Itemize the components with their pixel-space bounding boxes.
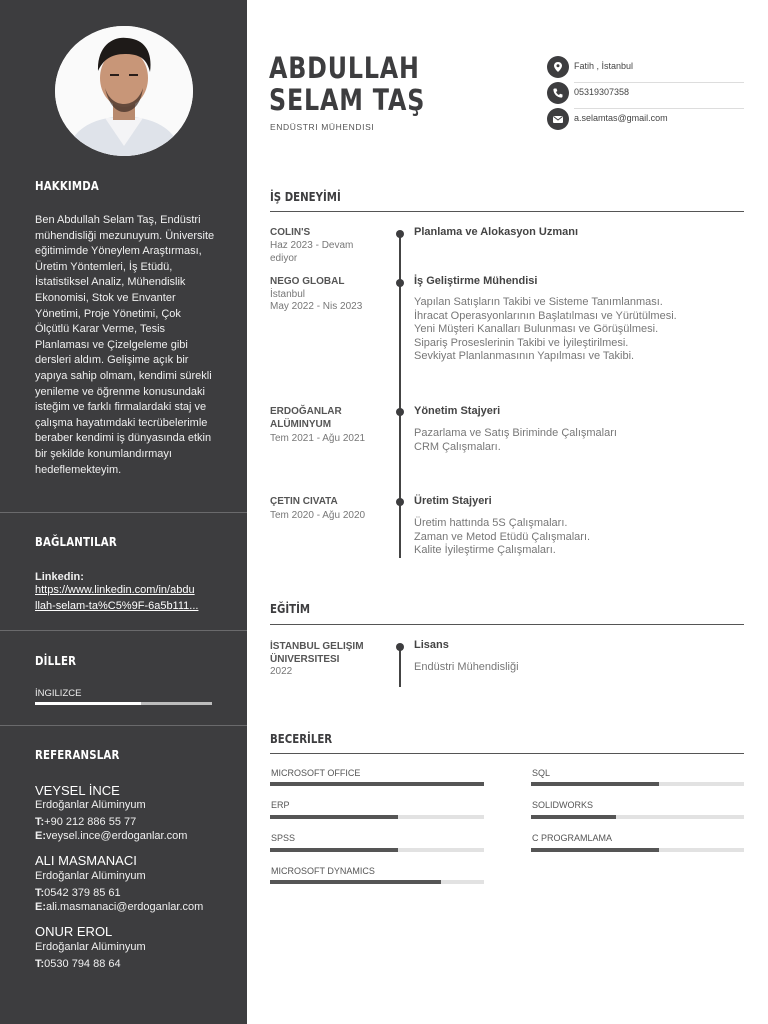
reference-phone: T:0542 379 85 61 <box>35 887 121 899</box>
contact-email[interactable] <box>547 108 744 130</box>
job-company: ÇETIN CIVATA <box>270 496 338 507</box>
skill-bar <box>270 782 484 786</box>
skill-bar <box>270 848 484 852</box>
skills-heading: BECERİLER <box>270 732 333 746</box>
reference-name: ONUR EROL <box>35 924 113 939</box>
linkedin-url-line2: llah-selam-ta%C5%9F-6a5b111... <box>35 599 199 612</box>
job-company: COLIN'S <box>270 227 311 238</box>
linkedin-link[interactable] <box>35 583 215 614</box>
links-heading: BAĞLANTILAR <box>35 535 117 549</box>
job-description-line: Yapılan Satışların Takibi ve Sisteme Tanımlanması. <box>414 296 663 308</box>
skill-name: C PROGRAMLAMA <box>532 833 613 843</box>
skill-bar-fill <box>531 815 616 819</box>
phone-text: 05319307358 <box>574 87 630 97</box>
job-description-line: İhracat Operasyonlarının Başlatılması ve Yürütülmesi. <box>414 309 677 322</box>
field-of-study: Endüstri Mühendisliği <box>414 661 519 673</box>
full-name: ABDULLAH SELAM TAŞ <box>269 51 426 117</box>
job-description-line: Yeni Müşteri Kanalları Bulunması ve Görüşülmesi. <box>414 323 659 336</box>
graduation-year: 2022 <box>270 666 293 677</box>
skill-bar-fill <box>531 848 659 852</box>
timeline-dot <box>396 643 404 651</box>
linkedin-label: Linkedin: <box>35 571 84 583</box>
job-description-line: Üretim hattında 5S Çalışmaları. <box>414 517 568 529</box>
skill-name: ERP <box>271 800 290 810</box>
reference-company: Erdoğanlar Alüminyum <box>35 941 146 953</box>
skill-bar <box>531 848 744 852</box>
job-description-line: CRM Çalışmaları. <box>414 440 501 453</box>
job-date: Tem 2021 - Ağu 2021 <box>270 433 366 444</box>
timeline-dot <box>396 230 404 238</box>
about-text: Ben Abdullah Selam Taş, Endüstri mühendisliği mezunuyum. Üniversite eğitimimde Yöneylem Araştırması, Üretim Yöntemleri, İş Etüdü, İstatistiksel Analiz, Mühendislik Ekonomisi, Stok ve Envanter Yönetimi, Proje Yönetimi, Çok Ölçütlü Karar Verme, Tesis Planlaması ve Çizelgeleme gibi dersleri aldım. Gelişime açık bir yapıya sahip olmam, kendimi sürekli yenileme ve öğrenme konusundaki isteğim ve farklı firmalardaki staj ve çalışma hayatımdaki tecrübelerimle beraber kendimi iş dünyasında etkin bir şekilde konumlandırmayı hedeflemekteyim. <box>35 214 215 476</box>
divider <box>0 630 247 631</box>
degree: Lisans <box>414 639 449 651</box>
education-heading: EĞİTİM <box>270 602 311 616</box>
divider <box>0 725 247 726</box>
job-description <box>414 517 744 558</box>
job-location: İstanbul <box>270 289 306 300</box>
divider <box>270 624 744 625</box>
job-date: May 2022 - Nis 2023 <box>270 301 363 312</box>
location-pin-icon <box>547 56 569 78</box>
profile-photo <box>55 26 193 156</box>
job-title: Üretim Stajyeri <box>414 495 492 507</box>
reference-name: VEYSEL İNCE <box>35 783 120 798</box>
timeline-dot <box>396 498 404 506</box>
job-description-line: Kalite İyileştirme Çalışmaları. <box>414 544 556 557</box>
timeline-dot <box>396 408 404 416</box>
skill-bar <box>270 880 484 884</box>
about-heading: HAKKIMDA <box>35 179 99 193</box>
language-name: İNGILIZCE <box>35 688 82 699</box>
job-title: Planlama ve Alokasyon Uzmanı <box>414 226 579 238</box>
timeline-line <box>399 645 401 687</box>
language-level-bar <box>35 702 212 705</box>
contact-location <box>547 56 744 78</box>
contact-phone[interactable] <box>547 82 744 104</box>
job-description-line: Sipariş Proseslerinin Takibi ve İyileştirilmesi. <box>414 336 629 349</box>
reference-company: Erdoğanlar Alüminyum <box>35 870 146 882</box>
job-date: ediyor <box>270 253 298 264</box>
divider <box>0 512 247 513</box>
skill-bar-fill <box>270 880 441 884</box>
timeline-dot <box>396 279 404 287</box>
job-description-line: Pazarlama ve Satış Biriminde Çalışmaları <box>414 427 617 439</box>
job-title: Yönetim Stajyeri <box>414 405 501 417</box>
email-text: a.selamtas@gmail.com <box>574 113 668 123</box>
job-description-line: Sevkiyat Planlanmasının Yapılması ve Takibi. <box>414 350 635 363</box>
reference-email[interactable]: E:ali.masmanaci@erdoganlar.com <box>35 901 204 913</box>
job-title-header: ENDÜSTRI MÜHENDISI <box>270 122 375 132</box>
divider <box>270 753 744 754</box>
skill-bar-fill <box>531 782 659 786</box>
job-date: Haz 2023 - Devam <box>270 240 354 251</box>
linkedin-url-line1: https://www.linkedin.com/in/abdu <box>35 584 195 596</box>
mail-icon <box>547 108 569 130</box>
job-description <box>414 427 744 454</box>
skill-bar-fill <box>270 848 398 852</box>
reference-name: ALI MASMANACI <box>35 853 137 868</box>
job-company: NEGO GLOBAL <box>270 276 345 287</box>
language-level-fill <box>35 702 141 705</box>
skill-bar <box>531 782 744 786</box>
reference-phone: T:0530 794 88 64 <box>35 958 121 970</box>
divider <box>270 211 744 212</box>
job-company: ERDOĞANLAR ALÜMINYUM <box>270 406 342 430</box>
skill-bar <box>270 815 484 819</box>
reference-phone: T:+90 212 886 55 77 <box>35 816 137 828</box>
phone-icon <box>547 82 569 104</box>
skill-name: MICROSOFT OFFICE <box>271 768 361 778</box>
languages-heading: DİLLER <box>35 654 77 668</box>
experience-heading: İŞ DENEYİMİ <box>270 190 341 204</box>
school-name: İSTANBUL GELIŞIM ÜNIVERSITESI <box>270 641 364 665</box>
skill-name: SOLIDWORKS <box>532 800 594 810</box>
job-description <box>414 296 744 364</box>
reference-email[interactable]: E:veysel.ince@erdoganlar.com <box>35 830 188 842</box>
reference-company: Erdoğanlar Alüminyum <box>35 799 146 811</box>
skill-name: MICROSOFT DYNAMICS <box>271 866 375 876</box>
skill-bar-fill <box>270 815 398 819</box>
skill-name: SPSS <box>271 833 296 843</box>
skill-bar-fill <box>270 782 484 786</box>
skill-bar <box>531 815 744 819</box>
job-date: Tem 2020 - Ağu 2020 <box>270 510 366 521</box>
sidebar <box>0 0 247 1024</box>
references-heading: REFERANSLAR <box>35 748 120 762</box>
skill-name: SQL <box>532 768 551 778</box>
job-title: İş Geliştirme Mühendisi <box>414 275 538 287</box>
location-text: Fatih , İstanbul <box>574 61 634 71</box>
job-description-line: Zaman ve Metod Etüdü Çalışmaları. <box>414 530 591 543</box>
